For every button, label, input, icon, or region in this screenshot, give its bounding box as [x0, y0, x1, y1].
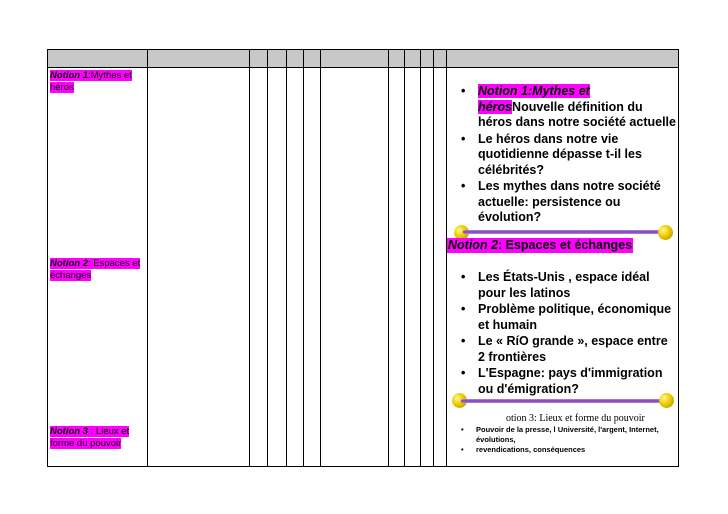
notion-1-text: :Mythes et héros	[50, 70, 132, 93]
right-ball-ornament	[659, 393, 674, 408]
list-item-text: Le héros dans notre vie quotidienne dépasse t-il les célébrités?	[478, 131, 642, 177]
table-header-row	[47, 49, 679, 68]
list-item: • Pouvoir de la presse, l Université, l'argent, Internet, évolutions,	[452, 425, 678, 445]
column-divider	[404, 49, 405, 467]
list-item	[452, 84, 678, 131]
column-divider	[267, 49, 268, 467]
divider-bar	[463, 230, 665, 234]
list-item: • revendications, conséquences	[452, 445, 678, 455]
right-ball-ornament	[658, 225, 673, 240]
list-item: • L'Espagne: pays d'immigration ou d'émigration?	[452, 366, 678, 397]
notion-2-text: : Espaces et échanges	[50, 258, 141, 281]
column-divider	[147, 49, 148, 467]
list-item: • Les États-Unis , espace idéal pour les latinos	[452, 270, 678, 301]
column-divider	[320, 49, 321, 467]
notion-1-bullet-list	[452, 84, 678, 243]
notion-2-heading-text: : Espaces et échanges	[498, 238, 633, 252]
notion-3-heading: otion 3: Lieux et forme du pouvoir	[506, 413, 645, 424]
column-divider	[303, 49, 304, 467]
list-item-text: Les mythes dans notre société actuelle: persistence ou évolution?	[478, 179, 661, 224]
notion-3-bullet-list	[452, 425, 678, 455]
left-notion-2	[50, 258, 144, 282]
column-divider	[286, 49, 287, 467]
notion-3-text: : Lieux et forme du pouvoir	[50, 426, 130, 449]
column-divider	[420, 49, 421, 467]
notion-3-label: Notion 3	[50, 426, 88, 437]
notion-1-label: Notion 1	[50, 70, 88, 81]
left-notion-3	[50, 426, 144, 450]
list-item	[452, 132, 678, 179]
notion-2-bullet-list	[452, 270, 678, 398]
column-divider	[388, 49, 389, 467]
notion-2-label: Notion 2	[50, 258, 88, 269]
divider-bar	[461, 399, 667, 403]
notion-2-heading-label: Notion 2	[448, 238, 498, 252]
column-divider	[446, 49, 447, 467]
notion-2-heading	[447, 238, 633, 253]
list-item: • Le « RíO grande », espace entre 2 frontières	[452, 334, 678, 365]
notion-1-highlight: Notion 1:Mythes et héros	[478, 84, 590, 114]
column-divider	[249, 49, 250, 467]
list-item: • Problème politique, économique et humain	[452, 302, 678, 333]
list-item-text: Nouvelle définition du héros dans notre société actuelle	[478, 99, 676, 129]
column-divider	[433, 49, 434, 467]
left-notion-1	[50, 70, 144, 94]
list-item	[452, 179, 678, 226]
